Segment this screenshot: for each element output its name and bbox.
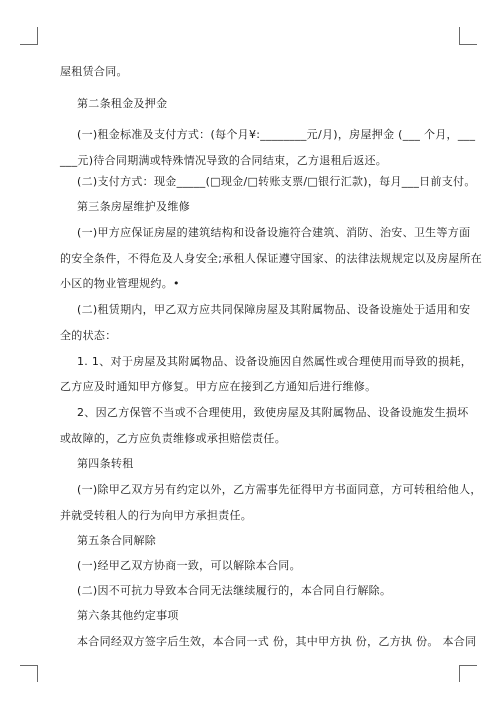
- crop-mark-top-right: [459, 44, 477, 45]
- body-line: 本合同经双方签字后生效，本合同一式 份，其中甲方执 份，乙方执 份。 本合同: [77, 635, 477, 648]
- section-heading-sublease: 第四条转租: [77, 457, 134, 470]
- section-heading-rent-deposit: 第二条租金及押金: [77, 97, 168, 110]
- crop-mark-bottom-right: [459, 665, 477, 666]
- body-line: 全的状态：: [60, 329, 117, 342]
- body-line: 乙方应及时通知甲方修复。甲方应在接到乙方通知后进行维修。: [60, 380, 377, 393]
- crop-mark-top-right: [459, 27, 460, 44]
- crop-mark-top-left: [20, 44, 38, 45]
- body-line: 1. 1、对于房屋及其附属物品、设备设施因自然属性或合理使用而导致的损耗，: [77, 355, 473, 368]
- section-heading-other-terms: 第六条其他约定事项: [77, 609, 179, 622]
- body-line: (一)甲方应保证房屋的建筑结构和设备设施符合建筑、消防、治安、卫生等方面: [77, 226, 471, 239]
- body-line: 并就受转租人的行为向甲方承担责任。: [60, 509, 253, 522]
- crop-mark-top-left: [37, 27, 38, 44]
- crop-mark-bottom-right: [459, 665, 460, 682]
- body-line: 2、因乙方保管不当或不合理使用，致使房屋及其附属物品、设备设施发生损坏: [77, 406, 469, 419]
- crop-mark-bottom-left: [20, 665, 38, 666]
- body-line: (二)租赁期内，甲乙双方应共同保障房屋及其附属物品、设备设施处于适用和安: [77, 303, 471, 316]
- body-line: (一)租金标准及支付方式：(每个月¥:________元/月)，房屋押金 (___ 个月，___: [77, 128, 476, 141]
- body-line: 的安全条件，不得危及人身安全;承租人保证遵守国家、的法律法规规定以及房屋所在: [60, 252, 483, 265]
- section-heading-maintenance: 第三条房屋维护及维修: [77, 200, 190, 213]
- body-line: (二)支付方式：现金_____(□现金/□转账支票/□银行汇款)，每月___日前支付。: [77, 175, 476, 188]
- body-line: (二)因不可抗力导致本合同无法继续履行的，本合同自行解除。: [77, 584, 392, 597]
- body-line: ___元)待合同期满或特殊情况导致的合同结束，乙方退租后返还。: [60, 154, 388, 167]
- body-line: 或故障的，乙方应负责维修或承担赔偿责任。: [60, 432, 286, 445]
- body-line: (一)除甲乙双方另有约定以外，乙方需事先征得甲方书面同意，方可转租给他人，: [77, 483, 482, 496]
- crop-mark-bottom-left: [37, 665, 38, 682]
- body-line: 小区的物业管理规约。•: [60, 277, 180, 290]
- body-line: 屋租赁合同。: [60, 65, 128, 78]
- body-line: (一)经甲乙双方协商一致，可以解除本合同。: [77, 559, 301, 572]
- section-heading-termination: 第五条合同解除: [77, 534, 157, 547]
